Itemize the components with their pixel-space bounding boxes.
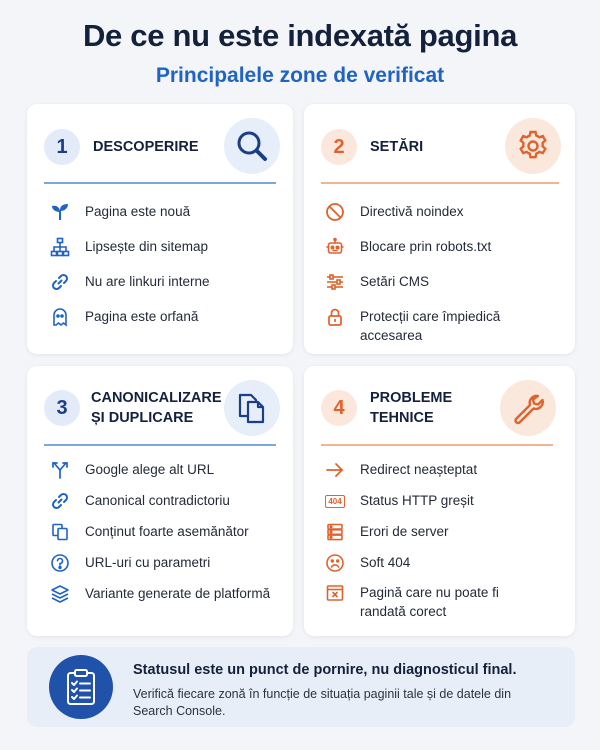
- item-label: Conținut foarte asemănător: [85, 524, 249, 539]
- page-subtitle: Principalele zone de verificat: [155, 64, 445, 87]
- list-item: [324, 490, 564, 512]
- server-icon: [324, 521, 346, 543]
- clipboard-checklist-icon: [49, 655, 113, 719]
- item-label: Variante generate de platformă: [85, 586, 271, 601]
- item-label: Pagina este orfană: [85, 309, 199, 324]
- robot-icon: [324, 236, 346, 258]
- list-item: [324, 521, 564, 543]
- divider: [321, 444, 553, 446]
- list-item: [324, 306, 564, 345]
- item-label: Erori de server: [360, 524, 449, 539]
- list-item: [49, 271, 284, 293]
- card-setari: [304, 104, 575, 354]
- card-title: [370, 388, 452, 428]
- list-item: [49, 459, 289, 481]
- list-item: [324, 201, 564, 223]
- http-404-badge: 404: [325, 495, 344, 508]
- sprout-icon: [49, 201, 71, 223]
- divider: [44, 444, 276, 446]
- list-item: [49, 583, 289, 605]
- list-item: [324, 271, 564, 293]
- card-title-line: CANONICALIZARE: [91, 390, 222, 406]
- sad-face-icon: [324, 552, 346, 574]
- item-label: Soft 404: [360, 555, 411, 570]
- footer-note: [27, 647, 575, 727]
- arrow-right-icon: [324, 459, 346, 481]
- card-title-line: TEHNICE: [370, 410, 434, 426]
- item-label: Google alege alt URL: [85, 462, 215, 477]
- item-label: Directivă noindex: [360, 204, 464, 219]
- http-404-icon: [324, 490, 346, 512]
- link-icon: [49, 490, 71, 512]
- magnifier-icon: [224, 118, 280, 174]
- layers-icon: [49, 583, 71, 605]
- card-title: DESCOPERIRE: [93, 139, 199, 155]
- card-canonicalizare: [27, 366, 293, 636]
- split-arrows-icon: [49, 459, 71, 481]
- item-label: Redirect neașteptat: [360, 462, 478, 477]
- item-label: Nu are linkuri interne: [85, 274, 210, 289]
- item-label: Canonical contradictoriu: [85, 493, 230, 508]
- ban-icon: [324, 201, 346, 223]
- sliders-icon: [324, 271, 346, 293]
- list-item: [49, 306, 284, 328]
- sitemap-icon: [49, 236, 71, 258]
- list-item: [49, 201, 284, 223]
- copy-icon: [49, 521, 71, 543]
- card-title-line: ȘI DUPLICARE: [91, 410, 194, 426]
- card-descoperire: [27, 104, 293, 354]
- wrench-icon: [500, 380, 556, 436]
- list-item: [49, 521, 289, 543]
- item-label: Blocare prin robots.txt: [360, 239, 492, 254]
- item-label: URL-uri cu parametri: [85, 555, 211, 570]
- link-icon: [49, 271, 71, 293]
- question-icon: [49, 552, 71, 574]
- item-label: Protecții care împiedică accesarea: [360, 309, 501, 343]
- list-item: [49, 490, 289, 512]
- card-number: 1: [44, 129, 80, 165]
- duplicate-documents-icon: [224, 380, 280, 436]
- card-number: 2: [321, 129, 357, 165]
- card-number: 4: [321, 390, 357, 426]
- card-probleme-tehnice: [304, 366, 575, 636]
- list-item: [324, 582, 564, 621]
- card-number: 3: [44, 390, 80, 426]
- card-title: [91, 388, 222, 428]
- divider: [321, 182, 559, 184]
- card-title: SETĂRI: [370, 139, 424, 155]
- divider: [44, 182, 276, 184]
- item-label: Pagină care nu poate fi randată corect: [360, 585, 499, 619]
- item-label: Pagina este nouă: [85, 204, 191, 219]
- list-item: [324, 552, 564, 574]
- card-title-line: PROBLEME: [370, 390, 453, 406]
- item-label: Lipsește din sitemap: [85, 239, 209, 254]
- list-item: [324, 459, 564, 481]
- item-label: Setări CMS: [360, 274, 430, 289]
- list-item: [49, 236, 284, 258]
- list-item: [324, 236, 564, 258]
- broken-page-icon: [324, 582, 346, 604]
- gear-icon: [505, 118, 561, 174]
- list-item: [49, 552, 289, 574]
- page-title: De ce nu este indexată pagina: [82, 18, 518, 53]
- footer-title: Statusul este un punct de pornire, nu diagnosticul final.: [133, 662, 517, 678]
- footer-text: Verifică fiecare zonă în funcție de situația paginii tale și de datele din Search Console.: [133, 687, 512, 718]
- item-label: Status HTTP greșit: [360, 493, 474, 508]
- ghost-icon: [49, 306, 71, 328]
- lock-icon: [324, 306, 346, 328]
